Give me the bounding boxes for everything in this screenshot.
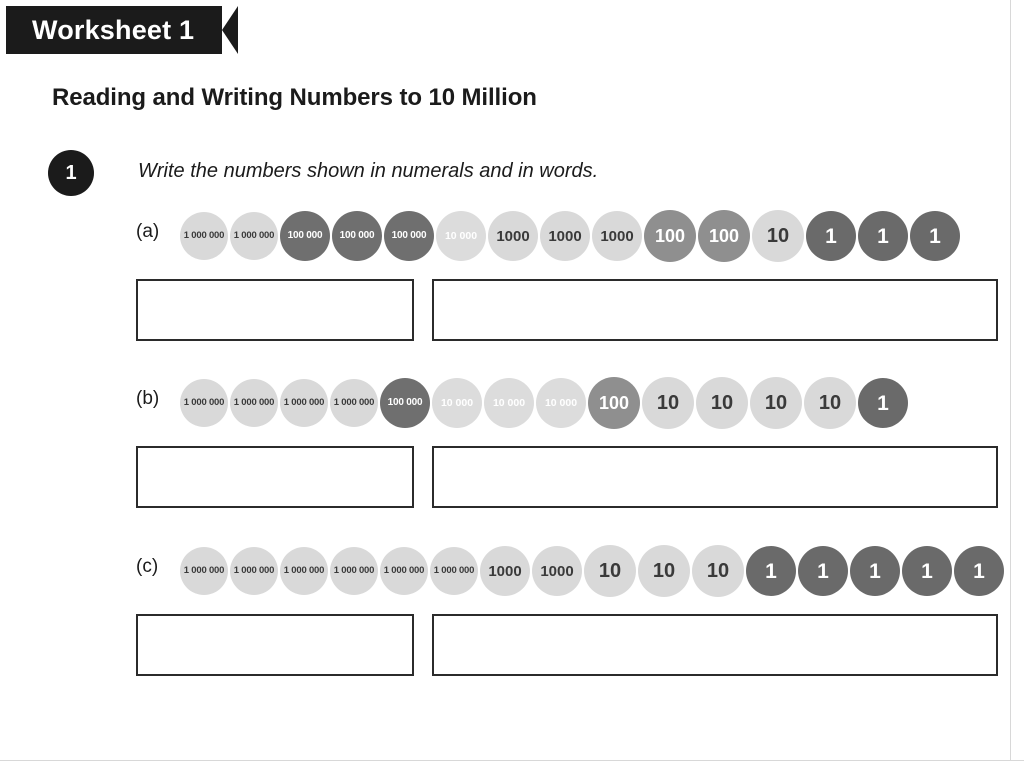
place-value-counter: 1 000 000 <box>330 547 378 595</box>
place-value-counter: 1 <box>850 546 900 596</box>
answer-row <box>136 614 1000 676</box>
place-value-counter: 10 <box>750 377 802 429</box>
banner-bar <box>6 6 238 54</box>
page-bottom-margin <box>0 760 1024 768</box>
place-value-counter: 1000 <box>532 546 582 596</box>
place-value-counter: 1 000 000 <box>230 379 278 427</box>
numerals-answer-box[interactable] <box>136 279 414 341</box>
place-value-counter: 10 <box>752 210 804 262</box>
place-value-counter: 1 000 000 <box>180 379 228 427</box>
place-value-counter: 100 000 <box>380 378 430 428</box>
counter-row <box>180 205 960 267</box>
place-value-counter: 10 <box>642 377 694 429</box>
words-answer-box[interactable] <box>432 614 998 676</box>
words-answer-box[interactable] <box>432 446 998 508</box>
place-value-counter: 1000 <box>592 211 642 261</box>
place-value-counter: 1 000 000 <box>230 212 278 260</box>
place-value-counter: 10 000 <box>536 378 586 428</box>
place-value-counter: 1 000 000 <box>280 379 328 427</box>
banner-notch-shape <box>222 6 238 54</box>
place-value-counter: 10 000 <box>484 378 534 428</box>
place-value-counter: 1 000 000 <box>230 547 278 595</box>
counter-row <box>180 540 1004 602</box>
place-value-counter: 1000 <box>480 546 530 596</box>
place-value-counter: 1000 <box>540 211 590 261</box>
counter-row <box>180 372 908 434</box>
place-value-counter: 1 <box>858 211 908 261</box>
place-value-counter: 100 000 <box>332 211 382 261</box>
place-value-counter: 1 <box>746 546 796 596</box>
place-value-counter: 1 <box>798 546 848 596</box>
answer-row <box>136 279 1000 341</box>
banner-label: Worksheet 1 <box>32 14 195 45</box>
part-label: (b) <box>136 388 160 409</box>
place-value-counter: 1 <box>902 546 952 596</box>
place-value-counter: 1 000 000 <box>430 547 478 595</box>
place-value-counter: 10 000 <box>432 378 482 428</box>
place-value-counter: 1 000 000 <box>330 379 378 427</box>
place-value-counter: 1 <box>858 378 908 428</box>
answer-row <box>136 446 1000 508</box>
numerals-answer-box[interactable] <box>136 614 414 676</box>
place-value-counter: 1 <box>806 211 856 261</box>
part-label: (c) <box>136 556 159 577</box>
place-value-counter: 1 <box>910 211 960 261</box>
numerals-answer-box[interactable] <box>136 446 414 508</box>
place-value-counter: 10 <box>638 545 690 597</box>
question-instruction: Write the numbers shown in numerals and in words. <box>138 160 599 182</box>
page-right-margin <box>1010 0 1024 768</box>
place-value-counter: 100 <box>644 210 696 262</box>
place-value-counter: 100 <box>698 210 750 262</box>
place-value-counter: 10 <box>692 545 744 597</box>
page-title: Reading and Writing Numbers to 10 Million <box>52 84 537 111</box>
place-value-counter: 100 000 <box>384 211 434 261</box>
place-value-counter: 1 000 000 <box>380 547 428 595</box>
place-value-counter: 1 000 000 <box>180 212 228 260</box>
place-value-counter: 10 000 <box>436 211 486 261</box>
place-value-counter: 10 <box>804 377 856 429</box>
place-value-counter: 100 000 <box>280 211 330 261</box>
part-label: (a) <box>136 221 160 242</box>
question-number-badge: 1 <box>48 150 94 196</box>
place-value-counter: 100 <box>588 377 640 429</box>
place-value-counter: 1 <box>954 546 1004 596</box>
place-value-counter: 1000 <box>488 211 538 261</box>
words-answer-box[interactable] <box>432 279 998 341</box>
place-value-counter: 1 000 000 <box>280 547 328 595</box>
place-value-counter: 1 000 000 <box>180 547 228 595</box>
worksheet-banner <box>6 6 238 54</box>
place-value-counter: 10 <box>584 545 636 597</box>
place-value-counter: 10 <box>696 377 748 429</box>
